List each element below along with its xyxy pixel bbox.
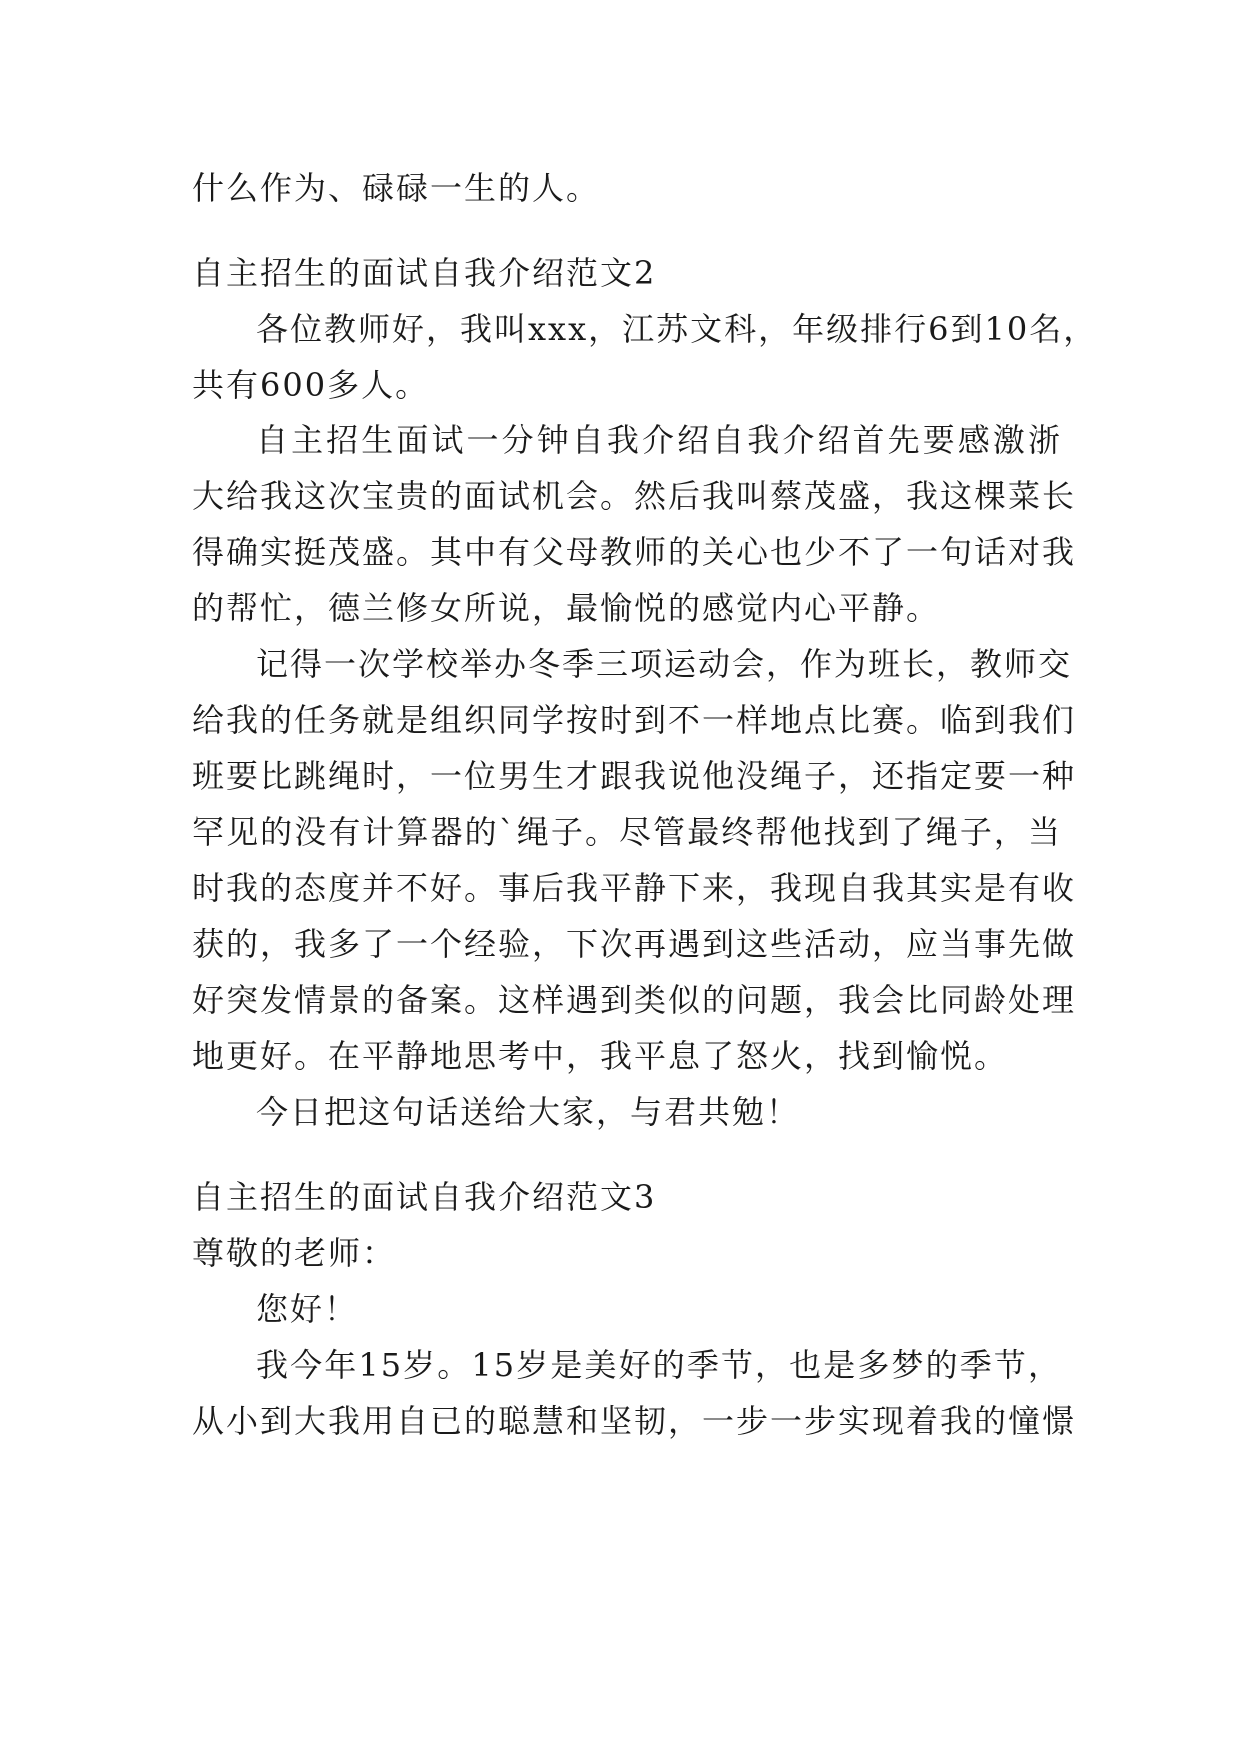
text-line: 给我的任务就是组织同学按时到不一样地点比赛。临到我们 (192, 701, 1077, 739)
section-heading: 自主招生的面试自我介绍范文2 (192, 254, 657, 292)
text-line: 得确实挺茂盛。其中有父母教师的关心也少不了一句话对我 (192, 533, 1077, 571)
greeting: 您好！ (256, 1290, 359, 1328)
text-line: 我今年15岁。15岁是美好的季节，也是多梦的季节， (256, 1346, 1062, 1384)
text-line: 各位教师好，我叫xxx，江苏文科，年级排行6到10名， (256, 310, 1098, 348)
text-line: 从小到大我用自已的聪慧和坚韧，一步一步实现着我的憧憬 (192, 1402, 1077, 1440)
salutation: 尊敬的老师： (192, 1234, 397, 1272)
text-line: 记得一次学校举办冬季三项运动会，作为班长，教师交 (256, 645, 1073, 683)
text-line: 地更好。在平静地思考中，我平息了怒火，找到愉悦。 (192, 1037, 1009, 1075)
text-line: 罕见的没有计算器的`绳子。尽管最终帮他找到了绳子，当 (192, 813, 1062, 851)
text-line: 什么作为、碌碌一生的人。 (192, 169, 601, 207)
text-line: 共有600多人。 (192, 366, 430, 404)
text-line: 今日把这句话送给大家，与君共勉！ (256, 1093, 801, 1131)
text-line: 自主招生面试一分钟自我介绍自我介绍首先要感激浙 (256, 421, 1062, 459)
section-heading: 自主招生的面试自我介绍范文3 (192, 1178, 657, 1216)
text-line: 获的，我多了一个经验，下次再遇到这些活动，应当事先做 (192, 925, 1077, 963)
text-line: 的帮忙，德兰修女所说，最愉悦的感觉内心平静。 (192, 589, 941, 627)
text-line: 时我的态度并不好。事后我平静下来，我现自我其实是有收 (192, 869, 1077, 907)
text-line: 班要比跳绳时，一位男生才跟我说他没绳子，还指定要一种 (192, 757, 1077, 795)
text-line: 大给我这次宝贵的面试机会。然后我叫蔡茂盛，我这棵菜长 (192, 477, 1077, 515)
text-line: 好突发情景的备案。这样遇到类似的问题，我会比同龄处理 (192, 981, 1077, 1019)
